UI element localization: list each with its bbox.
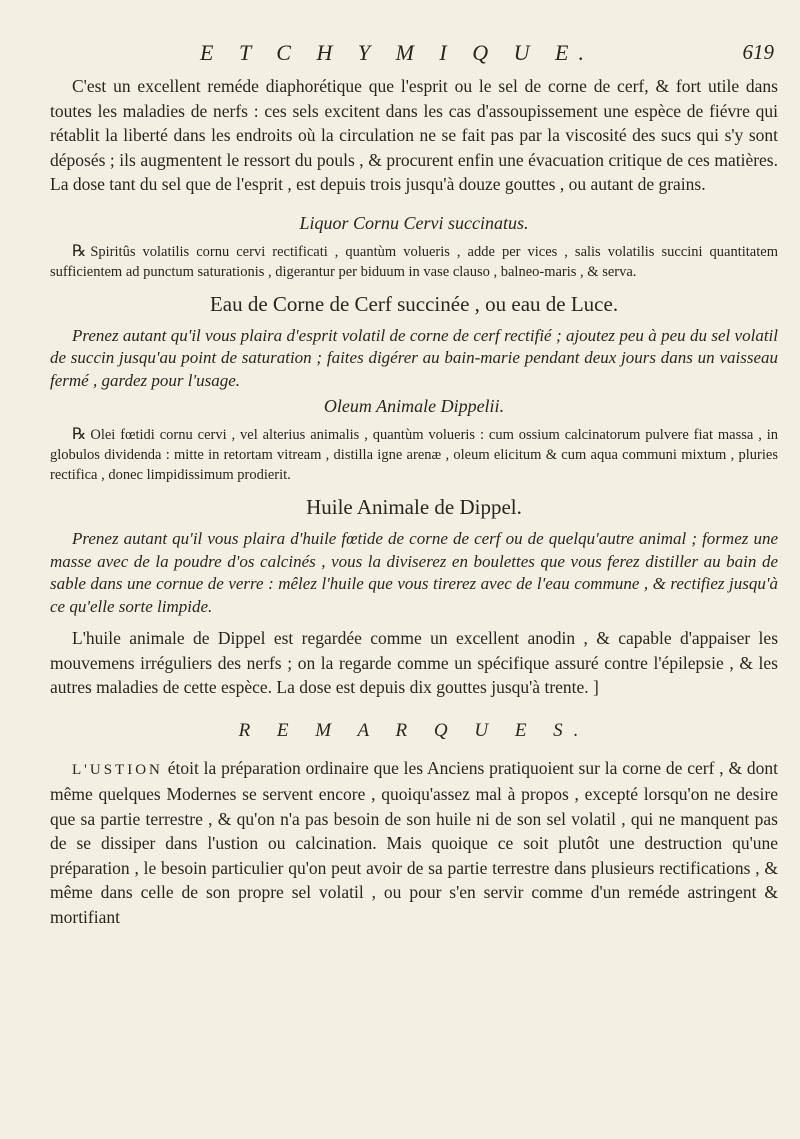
remarques-lead: L'USTION bbox=[72, 761, 163, 778]
huile-note: L'huile animale de Dippel est regardée comme un excellent anodin , & capable d'appaiser les mouvemens irréguliers des nerfs ; on la regarde comme un spécifique assuré contre l'épilepsie , & les autres maladies de cette espèce. La dose est depuis dix gouttes jusqu'à trente. ] bbox=[50, 628, 778, 697]
recipe-symbol: ℞ bbox=[72, 426, 87, 443]
liquor-title: Liquor Cornu Cervi succinatus. bbox=[299, 212, 529, 233]
page-header bbox=[200, 40, 774, 70]
oleum-recipe bbox=[50, 425, 778, 485]
liquor-latin-text: Spiritûs volatilis cornu cervi rectificati , quantùm volueris , adde per vices , salis volatilis succini quantitatem sufficientem ad punctum saturationis , digerantur per biduum in vase clauso , balneo-maris , & serva. bbox=[50, 243, 778, 280]
running-head: E T C H Y M I Q U E. bbox=[200, 40, 594, 65]
recipe-symbol: ℞ bbox=[72, 242, 87, 260]
page-body bbox=[50, 74, 778, 929]
remarques-title: R E M A R Q U E S. bbox=[238, 719, 590, 741]
huile-title: Huile Animale de Dippel. bbox=[306, 495, 522, 519]
remarques-paragraph bbox=[50, 756, 778, 930]
liquor-recipe bbox=[50, 242, 778, 282]
oleum-title: Oleum Animale Dippelii. bbox=[323, 396, 505, 416]
huile-recipe: Prenez autant qu'il vous plaira d'huile fœtide de corne de cerf ou de quelqu'autre animal ; formez une masse avec de la poudre d'os calcinés , vous la diviserez en boulettes que vous ferez distiller au bain de sable dans une cornue de verre : mêlez l'huile que vous tirerez avec de l'eau commune , & rectifiez jusqu'à ce qu'elle sorte limpide. bbox=[50, 529, 778, 616]
page-number: 619 bbox=[742, 40, 774, 64]
intro-paragraph: C'est un excellent reméde diaphorétique que l'esprit ou le sel de corne de cerf, & fort utile dans toutes les maladies de nerfs : ces sels excitent dans les cas d'assoupissement une espèce de fiévre qui rétablit la liberté dans les endroits où la circulation ne se fait pas par la viscosité des sucs qui s'y sont déposés ; ils augmentent le ressort du pouls , & procurent enfin une évacuation critique de ces matières. La dose tant du sel que de l'esprit , est depuis trois jusqu'à douze gouttes , ou autant de grains. bbox=[50, 76, 778, 194]
eau-recipe: Prenez autant qu'il vous plaira d'esprit volatil de corne de cerf rectifié ; ajoutez peu à peu du sel volatil de succin jusqu'au point de saturation ; faites digérer au bain-marie pendant deux jours dans un vaisseau fermé , gardez pour l'usage. bbox=[50, 325, 778, 390]
eau-title: Eau de Corne de Cerf succinée , ou eau de Luce. bbox=[209, 291, 619, 316]
oleum-latin-text: Olei fœtidi cornu cervi , vel alterius animalis , quantùm volueris : cum ossium calcinatorum pulvere fiat massa , in globulos dividenda : mitte in retortam vitream , distilla igne arenæ , oleum elicitum & cum aqua communi mixtum , pluries rectifica , donec limpidissimum prodierit. bbox=[50, 427, 778, 483]
remarques-body: étoit la préparation ordinaire que les Anciens pratiquoient sur la corne de cerf , & dont même quelques Modernes se servent encore , quoiqu'assez mal à propos , excepté lorsqu'on ne desire que sa partie terrestre , & qu'on n'a pas besoin de son huile ni de son sel volatil , qui ne manquent pas de se dissiper dans l'ustion ou calcination. Mais quoique ce soit plutôt une destruction qu'une préparation , le besoin particulier qu'on peut avoir de sa partie terrestre dans plusieurs rectifications , & même dans celle de son propre sel volatil , ou pour s'en servir comme d'un reméde astringent & mortifiant bbox=[50, 757, 778, 927]
